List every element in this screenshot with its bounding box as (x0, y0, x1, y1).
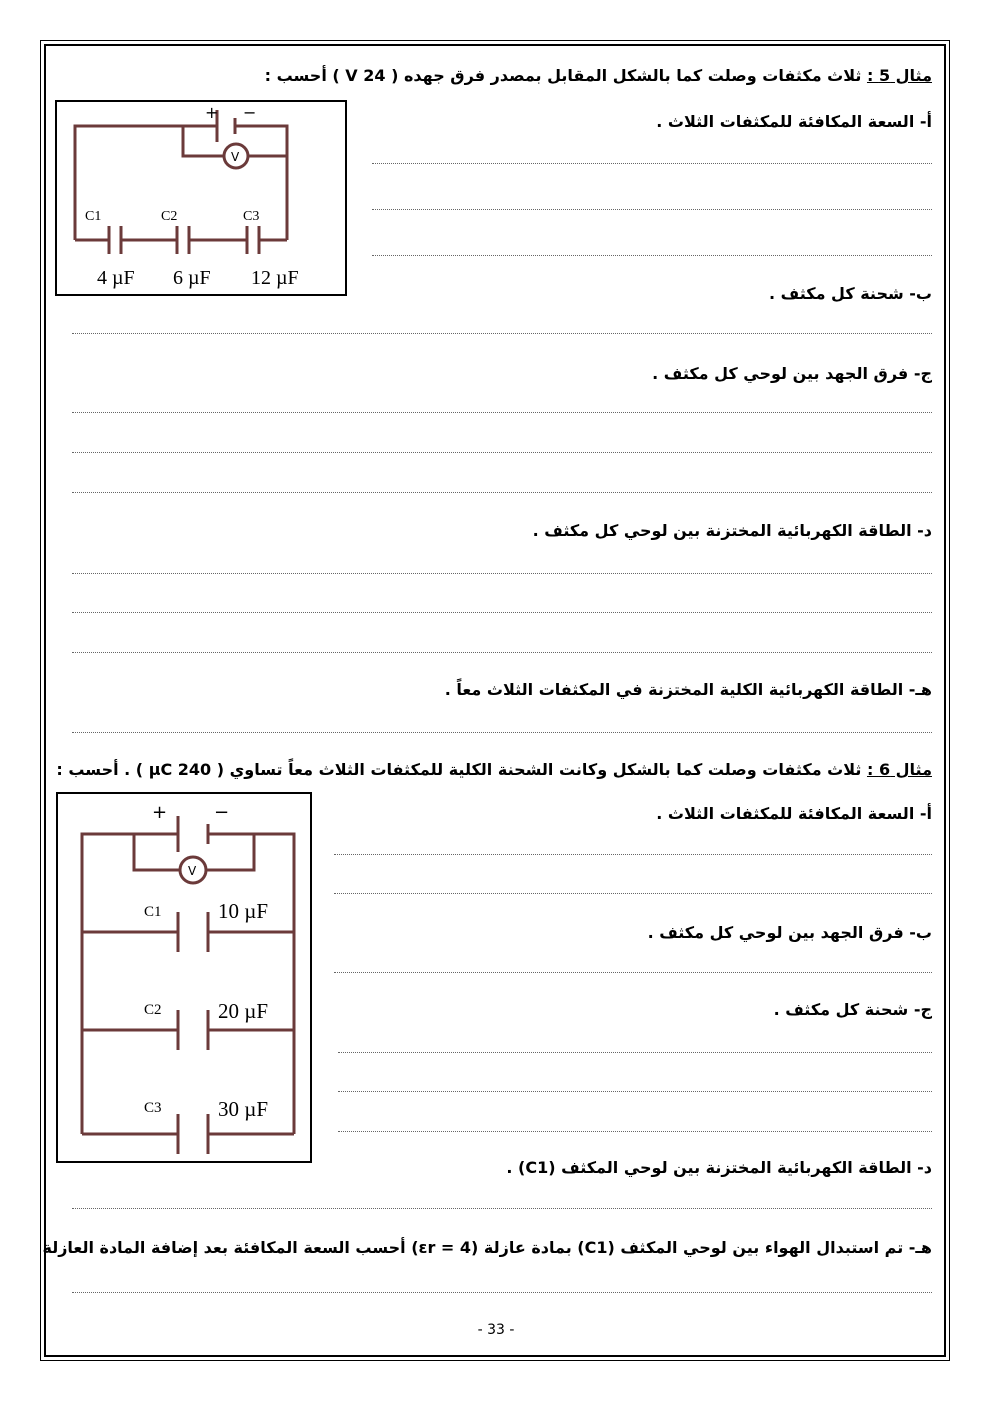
example5-text: ثلاث مكثفات وصلت كما بالشكل المقابل بمصدر فرق جهده ( 24 V ) أحسب : (264, 66, 862, 85)
plus-sign: + (205, 103, 219, 122)
capacitor-label-c1: C1 (85, 209, 102, 224)
example6-part-d: د- الطاقة الكهربائية المختزنة بين لوحي المكثف (C1) . (506, 1158, 932, 1177)
answer-line (372, 163, 932, 164)
example5-title (265, 66, 932, 86)
example5-part-d: د- الطاقة الكهربائية المختزنة بين لوحي كل مكثف . (532, 521, 932, 540)
answer-line (72, 492, 932, 493)
page-number: - 33 - (477, 1322, 515, 1338)
answer-line (338, 1091, 932, 1092)
capacitor-label-c1: C1 (144, 904, 162, 920)
example6-heading: مثال 6 : (866, 760, 932, 779)
answer-line (338, 1052, 932, 1053)
answer-line (72, 732, 932, 733)
example5-part-e: هـ- الطاقة الكهربائية الكلية المختزنة في المكثفات الثلاث معاً . (444, 680, 932, 699)
capacitor-value-c2: 6 µF (173, 267, 211, 289)
answer-line (72, 573, 932, 574)
example6-part-b: ب- فرق الجهد بين لوحي كل مكثف . (647, 923, 932, 942)
example6-text: ثلاث مكثفات وصلت كما بالشكل وكانت الشحنة الكلية للمكثفات الثلاث معاً تساوي ( 240 µC ) . أحسب : (56, 760, 862, 779)
voltmeter-symbol: V (231, 150, 240, 164)
answer-line (72, 612, 932, 613)
answer-line (372, 209, 932, 210)
answer-line (72, 1292, 932, 1293)
minus-sign: − (214, 802, 230, 823)
parallel-circuit-figure (56, 792, 312, 1163)
example6-part-c: ج- شحنة كل مكثف . (773, 1000, 932, 1019)
capacitor-label-c2: C2 (161, 209, 178, 224)
capacitor-label-c2: C2 (144, 1002, 162, 1018)
capacitor-value-c2: 20 µF (218, 999, 269, 1023)
parallel-circuit-diagram (58, 794, 310, 1161)
series-circuit-figure (55, 100, 347, 296)
capacitor-value-c1: 10 µF (218, 899, 269, 923)
capacitor-label-c3: C3 (144, 1100, 162, 1116)
answer-line (372, 255, 932, 256)
example5-part-b: ب- شحنة كل مكثف . (769, 284, 932, 303)
example5-heading: مثال 5 : (866, 66, 932, 85)
capacitor-value-c3: 30 µF (218, 1097, 269, 1121)
capacitor-value-c1: 4 µF (97, 267, 135, 289)
answer-line (334, 854, 932, 855)
answer-line (72, 452, 932, 453)
answer-line (334, 972, 932, 973)
series-circuit-diagram (57, 102, 345, 294)
answer-line (72, 333, 932, 334)
example6-part-e: هـ- تم استبدال الهواء بين لوحي المكثف (C1) بمادة عازلة (εr = 4) أحسب السعة المكافئة بعد إضافة المادة العازلة (42, 1238, 932, 1257)
plus-sign: + (152, 802, 168, 823)
example6-part-a: أ- السعة المكافئة للمكثفات الثلاث . (656, 804, 932, 823)
answer-line (72, 412, 932, 413)
capacitor-value-c3: 12 µF (251, 267, 299, 289)
voltmeter-symbol: V (188, 864, 197, 878)
answer-line (72, 652, 932, 653)
example5-part-c: ج- فرق الجهد بين لوحي كل مكثف . (652, 364, 932, 383)
minus-sign: − (243, 103, 257, 122)
answer-line (334, 893, 932, 894)
answer-line (72, 1208, 932, 1209)
example5-part-a: أ- السعة المكافئة للمكثفات الثلاث . (656, 112, 932, 131)
answer-line (338, 1131, 932, 1132)
example6-title (56, 760, 932, 780)
capacitor-label-c3: C3 (243, 209, 260, 224)
